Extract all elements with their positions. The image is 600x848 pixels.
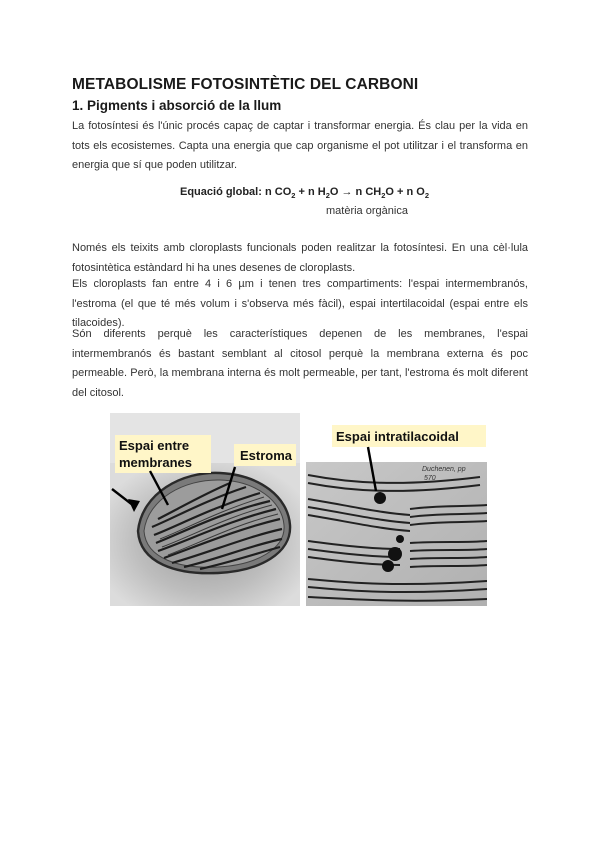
paragraph-compartments: Els cloroplasts fan entre 4 i 6 µm i tenen tres compartiments: l'espai intermembranós, l'estroma (el que té més volum i s'observa més fàcil), espai intertilacoidal (espai entre els tilacoides). [72,278,528,329]
equation-label: Equació global: [180,186,262,198]
global-equation [180,186,429,200]
chloroplast-micrograph-figure [110,413,487,606]
paragraph-chloroplasts: Només els teixits amb cloroplasts funcionals poden realitzar la fotosíntesi. En una cèl·lula fotosintètica estàndard hi ha unes desenes de cloroplasts. [72,242,528,274]
equation-term-h2o: + n $H_2O$ → [298,186,353,201]
label-intermembrane-line2: membranes [119,455,192,470]
paragraph-membranes: Són diferents perquè les característiques depenen de les membranes, l'espai intermembranós és bastant semblant al citosol perquè la membrana externa és poc permeable. Però, la membrana interna és molt permeable, per tant, l'estroma és molt diferent del citosol. [72,328,528,399]
label-intrathylakoid: Espai intratilacoidal [336,429,459,444]
label-intermembrane-line1: Espai entre [119,438,190,453]
image-credit-line2: 570 [424,475,436,482]
equation-note: matèria orgànica [326,205,408,217]
equation-term-co2: n $CO_2$ [264,186,296,201]
label-stroma: Estroma [240,448,293,463]
image-credit-line1: Duchenen, pp [422,466,466,473]
document-title: METABOLISME FOTOSINTÈTIC DEL CARBONI [72,76,419,93]
section-heading: 1. Pigments i absorció de la llum [72,98,282,113]
paragraph-intro: La fotosíntesi és l'únic procés capaç de captar i transformar energia. És clau per la vida en tots els ecosistemes. Capta una energia que cap organisme el pot utilitzar i el transforma en energia que sí que poden utilitzar. [72,120,528,171]
equation-term-ch2o: n $CH_2O + n$ $O_2$ [355,186,429,201]
